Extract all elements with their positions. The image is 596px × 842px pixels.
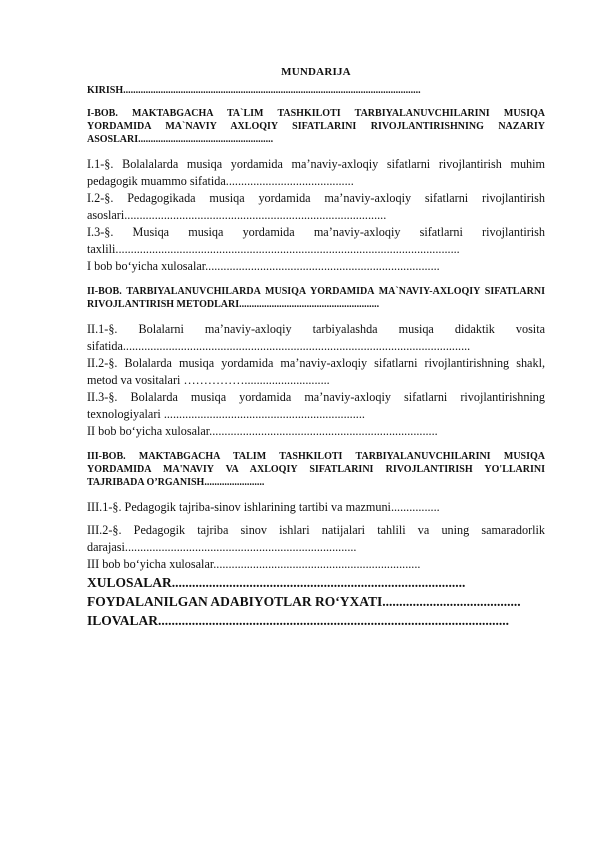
toc-section-3-2: III.2-§. Pedagogik tajriba sinov ishlari natijalari tahlili va uning samaradorlik darajasi............................................................................: [87, 523, 545, 554]
toc-chapter-2: II-BOB. TARBIYALANUVCHILARDA MUSIQA YORDAMIDA MA`NAVIY-AXLOQIY SIFATLARNI RIVOJLANTIRISH METODLARI........................................................: [87, 286, 545, 310]
toc-summary-1: I bob bo‘yicha xulosalar.............................................................................: [87, 259, 440, 273]
table-of-contents: [87, 66, 545, 630]
toc-appendices: ILOVALAR........................................................................................................: [87, 613, 510, 628]
toc-section-3-1: III.1-§. Pedagogik tajriba-sinov ishlarining tartibi va mazmuni................: [87, 500, 440, 514]
toc-summary-2: II bob bo‘yicha xulosalar...........................................................................: [87, 424, 438, 438]
toc-conclusions: XULOSALAR.......................................................................................: [87, 575, 466, 590]
toc-references: FOYDALANILGAN ADABIYOTLAR RO‘YXATI.........................................: [87, 594, 521, 609]
toc-section-2-3: II.3-§. Bolalarda musiqa yordamida ma’naviy-axloqiy sifatlarni rivojlantirishning texnologiyalari ..................................................................: [87, 390, 545, 421]
toc-chapter-1: I-BOB. MAKTABGACHA TA`LIM TASHKILOTI TARBIYALANUVCHILARINI MUSIQA YORDAMIDA MA`NAVIY AXLOQIY SIFATLARINI RIVOJLANTIRISHNING NAZARIY ASOSLARI......................................................: [87, 108, 545, 145]
toc-section-1-3: I.3-§. Musiqa musiqa yordamida ma’naviy-axloqiy sifatlarni rivojlantirish taxlili.................................................................................................................: [87, 225, 545, 256]
toc-section-1-2: I.2-§. Pedagogikada musiqa yordamida ma’naviy-axloqiy sifatlarni rivojlantirish asoslari......................................................................................: [87, 191, 545, 222]
toc-summary-3: III bob bo‘yicha xulosalar....................................................................: [87, 557, 421, 571]
toc-chapter-3: III-BOB. MAKTABGACHA TALIM TASHKILOTI TARBIYALANUVCHILARINI MUSIQA YORDAMIDA MA'NAVIY VA AXLOQIY SIFATLARINI RIVOJLANTIRISH YO'LLARINI TAJRIBADA O’RGANISH........................: [87, 451, 545, 488]
toc-title: MUNDARIJA: [281, 66, 351, 78]
toc-section-1-1: I.1-§. Bolalalarda musiqa yordamida ma’naviy-axloqiy sifatlarni rivojlantirish muhim pedagogik muammo sifatida..........................................: [87, 157, 545, 188]
toc-section-2-2: II.2-§. Bolalarda musiqa yordamida ma’naviy-axloqiy sifatlarni rivojlantirishning shakl, metod va vositalari ……………............................: [87, 356, 545, 387]
toc-section-2-1: II.1-§. Bolalarni ma’naviy-axloqiy tarbiyalashda musiqa didaktik vosita sifatida..................................................................................................................: [87, 322, 545, 353]
toc-entry-kirish: KIRISH.......................................................................................................................: [87, 85, 421, 96]
